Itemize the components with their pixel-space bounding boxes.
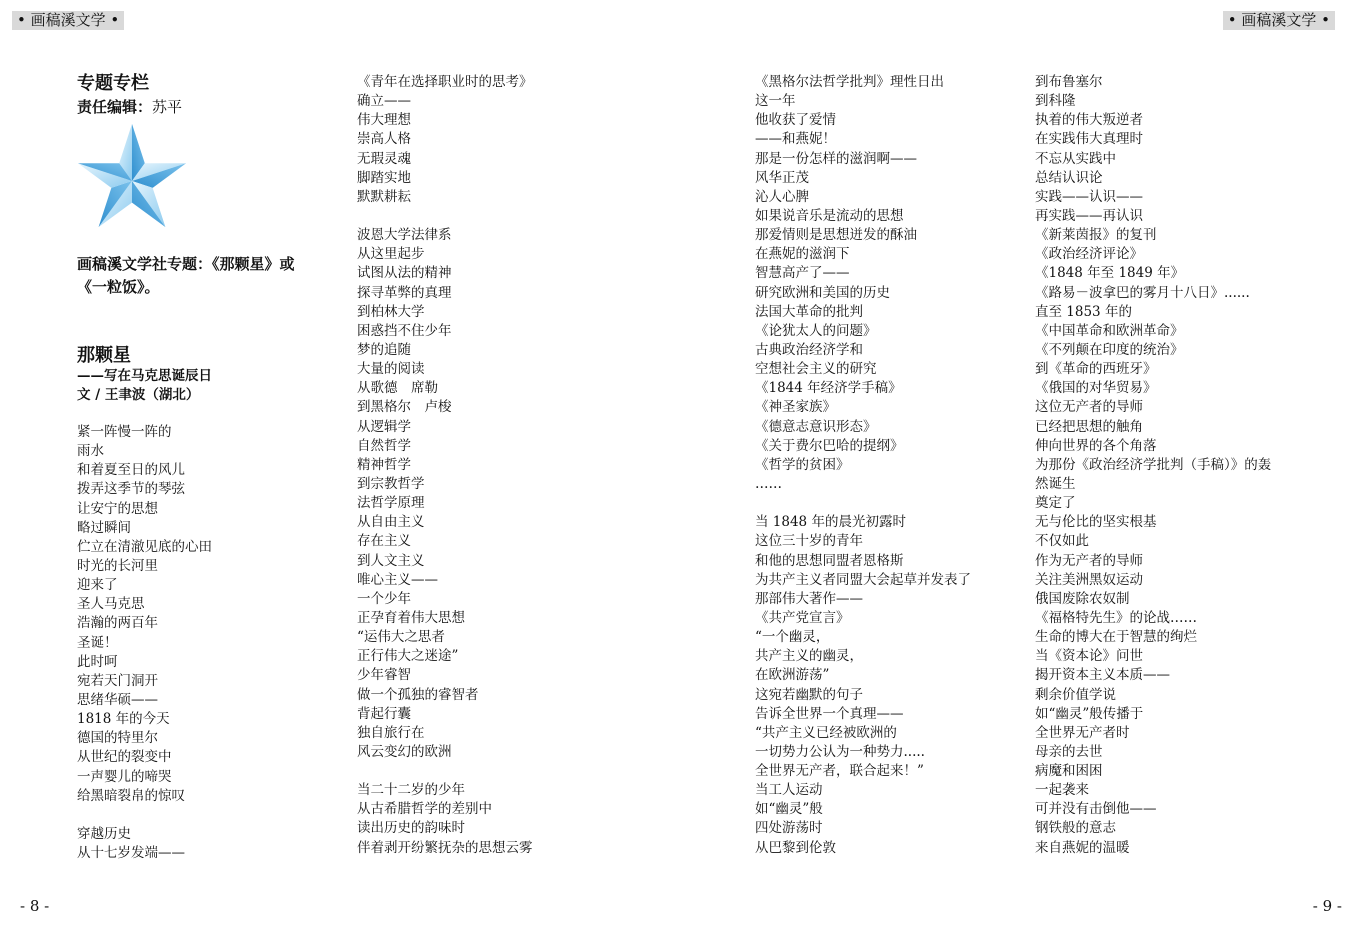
poem-line: 那爱情则是思想迸发的酥油	[755, 227, 917, 244]
poem-line: 拨弄这季节的琴弦	[77, 481, 185, 498]
page-number-right: - 9 -	[1312, 897, 1342, 915]
poem-line: 不仅如此	[1035, 533, 1089, 550]
poem-line: 剩余价值学说	[1035, 686, 1116, 703]
poem-line: 沁人心脾	[755, 188, 809, 205]
stanza-break	[357, 762, 737, 781]
poem-line: 直至 1853 年的	[1035, 303, 1132, 320]
poem-line: 揭开资本主义本质——	[1035, 667, 1170, 684]
poem-line: 《俄国的对华贸易》	[1035, 380, 1157, 397]
poem-line: 宛若天门洞开	[77, 672, 158, 689]
poem-line: 到黑格尔 卢梭	[357, 399, 452, 416]
poem-line: 作为无产者的导师	[1035, 552, 1143, 569]
poem-line: 和着夏至日的风儿	[77, 462, 185, 479]
poem-line: 一个少年	[357, 590, 411, 607]
poem-line: 从古希腊哲学的差别中	[357, 801, 492, 818]
poem-line: 背起行囊	[357, 705, 411, 722]
poem-line: 风华正茂	[755, 169, 809, 186]
poem-line: 《青年在选择职业时的思考》	[357, 74, 533, 90]
poem-line: 无瑕灵魂	[357, 150, 411, 167]
poem-line: 《路易－波拿巴的雾月十八日》......	[1035, 284, 1250, 301]
header-left: • 画稿溪文学 •	[12, 11, 124, 30]
poem-line: 独自旅行在	[357, 724, 425, 741]
blue-star-icon	[73, 119, 191, 237]
poem-line: 时光的长河里	[77, 557, 158, 574]
poem-line: 在欧洲游荡”	[755, 667, 830, 684]
poem-line: 这位三十岁的青年	[755, 533, 863, 550]
section-title: 专题专栏	[77, 73, 149, 94]
poem-line: 智慧高产了——	[755, 265, 850, 282]
poem-line: 如“幽灵”般	[755, 801, 823, 818]
poem-line: 俄国废除农奴制	[1035, 590, 1130, 607]
poem-line: 已经把思想的触角	[1035, 418, 1143, 435]
poem-line: 从这里起步	[357, 246, 425, 263]
poem-line: 做一个孤独的睿智者	[357, 686, 479, 703]
editor-name: 苏平	[152, 98, 183, 116]
poem-line: 如“幽灵”般传播于	[1035, 705, 1144, 722]
poem-line: 到柏林大学	[357, 303, 425, 320]
poem-line: 波恩大学法律系	[357, 227, 452, 244]
poem-line: 一切势力公认为一种势力.....	[755, 743, 925, 760]
poem-line: 到《革命的西班牙》	[1035, 361, 1157, 378]
poem-line: “一个幽灵，	[755, 629, 830, 646]
poem-author: 文 / 王聿波（湖北）	[77, 387, 200, 403]
poem-line: 无与伦比的坚实根基	[1035, 514, 1157, 531]
poem-line: 到人文主义	[357, 552, 425, 569]
poem-line: 困惑挡不住少年	[357, 322, 452, 339]
poem-line: 研究欧洲和美国的历史	[755, 284, 890, 301]
poem-line: 试图从法的精神	[357, 265, 452, 282]
poem-line: 《共产党宣言》	[755, 609, 850, 626]
poem-line: 圣诞！	[77, 634, 118, 651]
poem-line: ……	[755, 475, 782, 492]
poem-line: 唯心主义——	[357, 571, 438, 588]
poem-line: 伴着剥开纷繁抚杂的思想云雾	[357, 839, 533, 856]
column-2	[357, 73, 737, 858]
poem-line: 确立——	[357, 93, 411, 110]
poem-line: 风云变幻的欧洲	[357, 743, 452, 760]
poem-line: 全世界无产者，联合起来！”	[755, 763, 924, 780]
poem-line: 正孕育着伟大思想	[357, 609, 465, 626]
poem-line: 从歌德 席勒	[357, 380, 438, 397]
column-4	[1035, 73, 1335, 858]
poem-line: 他收获了爱情	[755, 112, 836, 129]
poem-line: 脚踏实地	[357, 169, 411, 186]
poem-line: 《中国革命和欧洲革命》	[1035, 322, 1184, 339]
poem-line: 不忘从实践中	[1035, 150, 1116, 167]
poem-line: 从巴黎到伦敦	[755, 839, 836, 856]
poem-line: 当二十二岁的少年	[357, 782, 465, 799]
poem-line: 《关于费尔巴哈的提纲》	[755, 437, 904, 454]
poem-line: 空想社会主义的研究	[755, 361, 877, 378]
poem-line: 那是一份怎样的滋润啊——	[755, 150, 917, 167]
poem-line: 崇高人格	[357, 131, 411, 148]
poem-line: 伫立在清澈见底的心田	[77, 538, 212, 555]
stanza-break	[357, 207, 737, 226]
poem-line: 从自由主义	[357, 514, 425, 531]
poem-line: 到科隆	[1035, 93, 1076, 110]
poem-line: 《论犹太人的问题》	[755, 322, 877, 339]
poem-line: 《新莱茵报》的复刊	[1035, 227, 1157, 244]
column-4-lines	[1035, 73, 1335, 858]
editor-label: 责任编辑：	[77, 98, 153, 116]
poem-line: 可并没有击倒他——	[1035, 801, 1157, 818]
poem-line: 告诉全世界一个真理——	[755, 705, 904, 722]
poem-line: 《1848 年至 1849 年》	[1035, 265, 1185, 282]
poem-line: 伟大理想	[357, 112, 411, 129]
poem-line: 实践——认识——	[1035, 188, 1143, 205]
poem-line: 让安宁的思想	[77, 500, 158, 517]
poem-line: 从逻辑学	[357, 418, 411, 435]
poem-line: 《不列颠在印度的统治》	[1035, 341, 1184, 358]
poem-line: 《神圣家族》	[755, 399, 836, 416]
poem-line: 存在主义	[357, 533, 411, 550]
poem-line: 和他的思想同盟者恩格斯	[755, 552, 904, 569]
poem-line: 《政治经济评论》	[1035, 246, 1143, 263]
editor-line	[77, 97, 337, 117]
poem-line: 四处游荡时	[755, 820, 823, 837]
poem-line: 这位无产者的导师	[1035, 399, 1143, 416]
poem-line: 正行伟大之迷途”	[357, 648, 459, 665]
poem-line: 《哲学的贫困》	[755, 456, 850, 473]
poem-line: 紧一阵慢一阵的	[77, 424, 172, 440]
poem-line: 为共产主义者同盟大会起草并发表了	[755, 571, 971, 588]
poem-line: 来自燕妮的温暖	[1035, 839, 1130, 856]
topic-line-2: 《一粒饭》。	[77, 278, 160, 296]
poem-line: 总结认识论	[1035, 169, 1103, 186]
poem-line: 此时呵	[77, 653, 118, 670]
poem-line: 略过瞬间	[77, 519, 131, 536]
poem-line: 法国大革命的批判	[755, 303, 863, 320]
poem-line: 《福格特先生》的论战……	[1035, 609, 1197, 626]
column-2-lines	[357, 73, 737, 858]
poem-line: 圣人马克思	[77, 596, 145, 613]
poem-line: 一声婴儿的啼哭	[77, 768, 172, 785]
poem-line: 这一年	[755, 93, 796, 110]
stanza-break	[755, 494, 1025, 513]
poem-line: 到宗教哲学	[357, 475, 425, 492]
poem-line: 雨水	[77, 443, 104, 460]
poem-line: 少年睿智	[357, 667, 411, 684]
poem-line: 当《资本论》问世	[1035, 648, 1143, 665]
poem-line: 默默耕耘	[357, 188, 411, 205]
poem-line: 这宛若幽默的句子	[755, 686, 863, 703]
column-1-lines	[77, 423, 337, 863]
poem-line: 然诞生	[1035, 475, 1076, 492]
poem-line: 为那份《政治经济学批判（手稿）》的轰	[1035, 456, 1272, 473]
poem-line: 自然哲学	[357, 437, 411, 454]
poem-line: 浩瀚的两百年	[77, 615, 158, 632]
poem-line: 奠定了	[1035, 495, 1076, 512]
poem-line: 一起袭来	[1035, 782, 1089, 799]
poem-line: 从十七岁发端——	[77, 845, 185, 862]
poem-line: 病魔和困困	[1035, 763, 1103, 780]
poem-line: 精神哲学	[357, 456, 411, 473]
poem-line: 在燕妮的滋润下	[755, 246, 850, 263]
poem-line: 全世界无产者时	[1035, 724, 1130, 741]
poem-line: 关注美洲黑奴运动	[1035, 571, 1143, 588]
poem-line: 那部伟大著作——	[755, 590, 863, 607]
poem-line: 到布鲁塞尔	[1035, 74, 1103, 90]
column-1	[77, 73, 337, 863]
poem-line: 再实践——再认识	[1035, 207, 1143, 224]
poem-line: 给黑暗裂帛的惊叹	[77, 787, 185, 804]
poem-line: 穿越历史	[77, 825, 131, 842]
poem-line: “运伟大之思者	[357, 629, 445, 646]
poem-line: 法哲学原理	[357, 495, 425, 512]
poem-line: ——和燕妮！	[755, 131, 836, 148]
poem-line: 执着的伟大叛逆者	[1035, 112, 1143, 129]
column-3-lines	[755, 73, 1025, 858]
poem-line: 《黑格尔法哲学批判》理性日出	[755, 74, 944, 90]
poem-title: 那颗星	[77, 345, 131, 366]
poem-line: 古典政治经济学和	[755, 341, 863, 358]
poem-line: 钢铁般的意志	[1035, 820, 1116, 837]
topic-statement	[77, 253, 337, 299]
poem-line: 当 1848 年的晨光初露时	[755, 514, 906, 531]
poem-line: 《1844 年经济学手稿》	[755, 380, 902, 397]
poem-line: 《德意志意识形态》	[755, 418, 877, 435]
poem-line: 如果说音乐是流动的思想	[755, 207, 904, 224]
poem-line: 德国的特里尔	[77, 730, 158, 747]
poem-line: 在实践伟大真理时	[1035, 131, 1143, 148]
header-right: • 画稿溪文学 •	[1223, 11, 1335, 30]
poem-subtitle: ——写在马克思诞辰日	[77, 368, 212, 384]
poem-line: 从世纪的裂变中	[77, 749, 172, 766]
topic-line-1: 画稿溪文学社专题：《那颗星》或	[77, 255, 295, 273]
page-number-left: - 8 -	[20, 897, 50, 915]
poem-line: 探寻革弊的真理	[357, 284, 452, 301]
poem-line: 读出历史的韵味时	[357, 820, 465, 837]
poem-line: 迎来了	[77, 577, 118, 594]
poem-line: 思绪华硕——	[77, 691, 158, 708]
poem-line: “共产主义已经被欧洲的	[755, 724, 897, 741]
poem-line: 1818 年的今天	[77, 711, 170, 728]
poem-line: 大量的阅读	[357, 361, 425, 378]
poem-line: 共产主义的幽灵，	[755, 648, 863, 665]
poem-line: 梦的追随	[357, 341, 411, 358]
poem-line: 当工人运动	[755, 782, 823, 799]
stanza-break	[77, 806, 337, 825]
column-3	[755, 73, 1025, 858]
poem-line: 生命的博大在于智慧的绚烂	[1035, 629, 1197, 646]
poem-line: 伸向世界的各个角落	[1035, 437, 1157, 454]
poem-line: 母亲的去世	[1035, 743, 1103, 760]
